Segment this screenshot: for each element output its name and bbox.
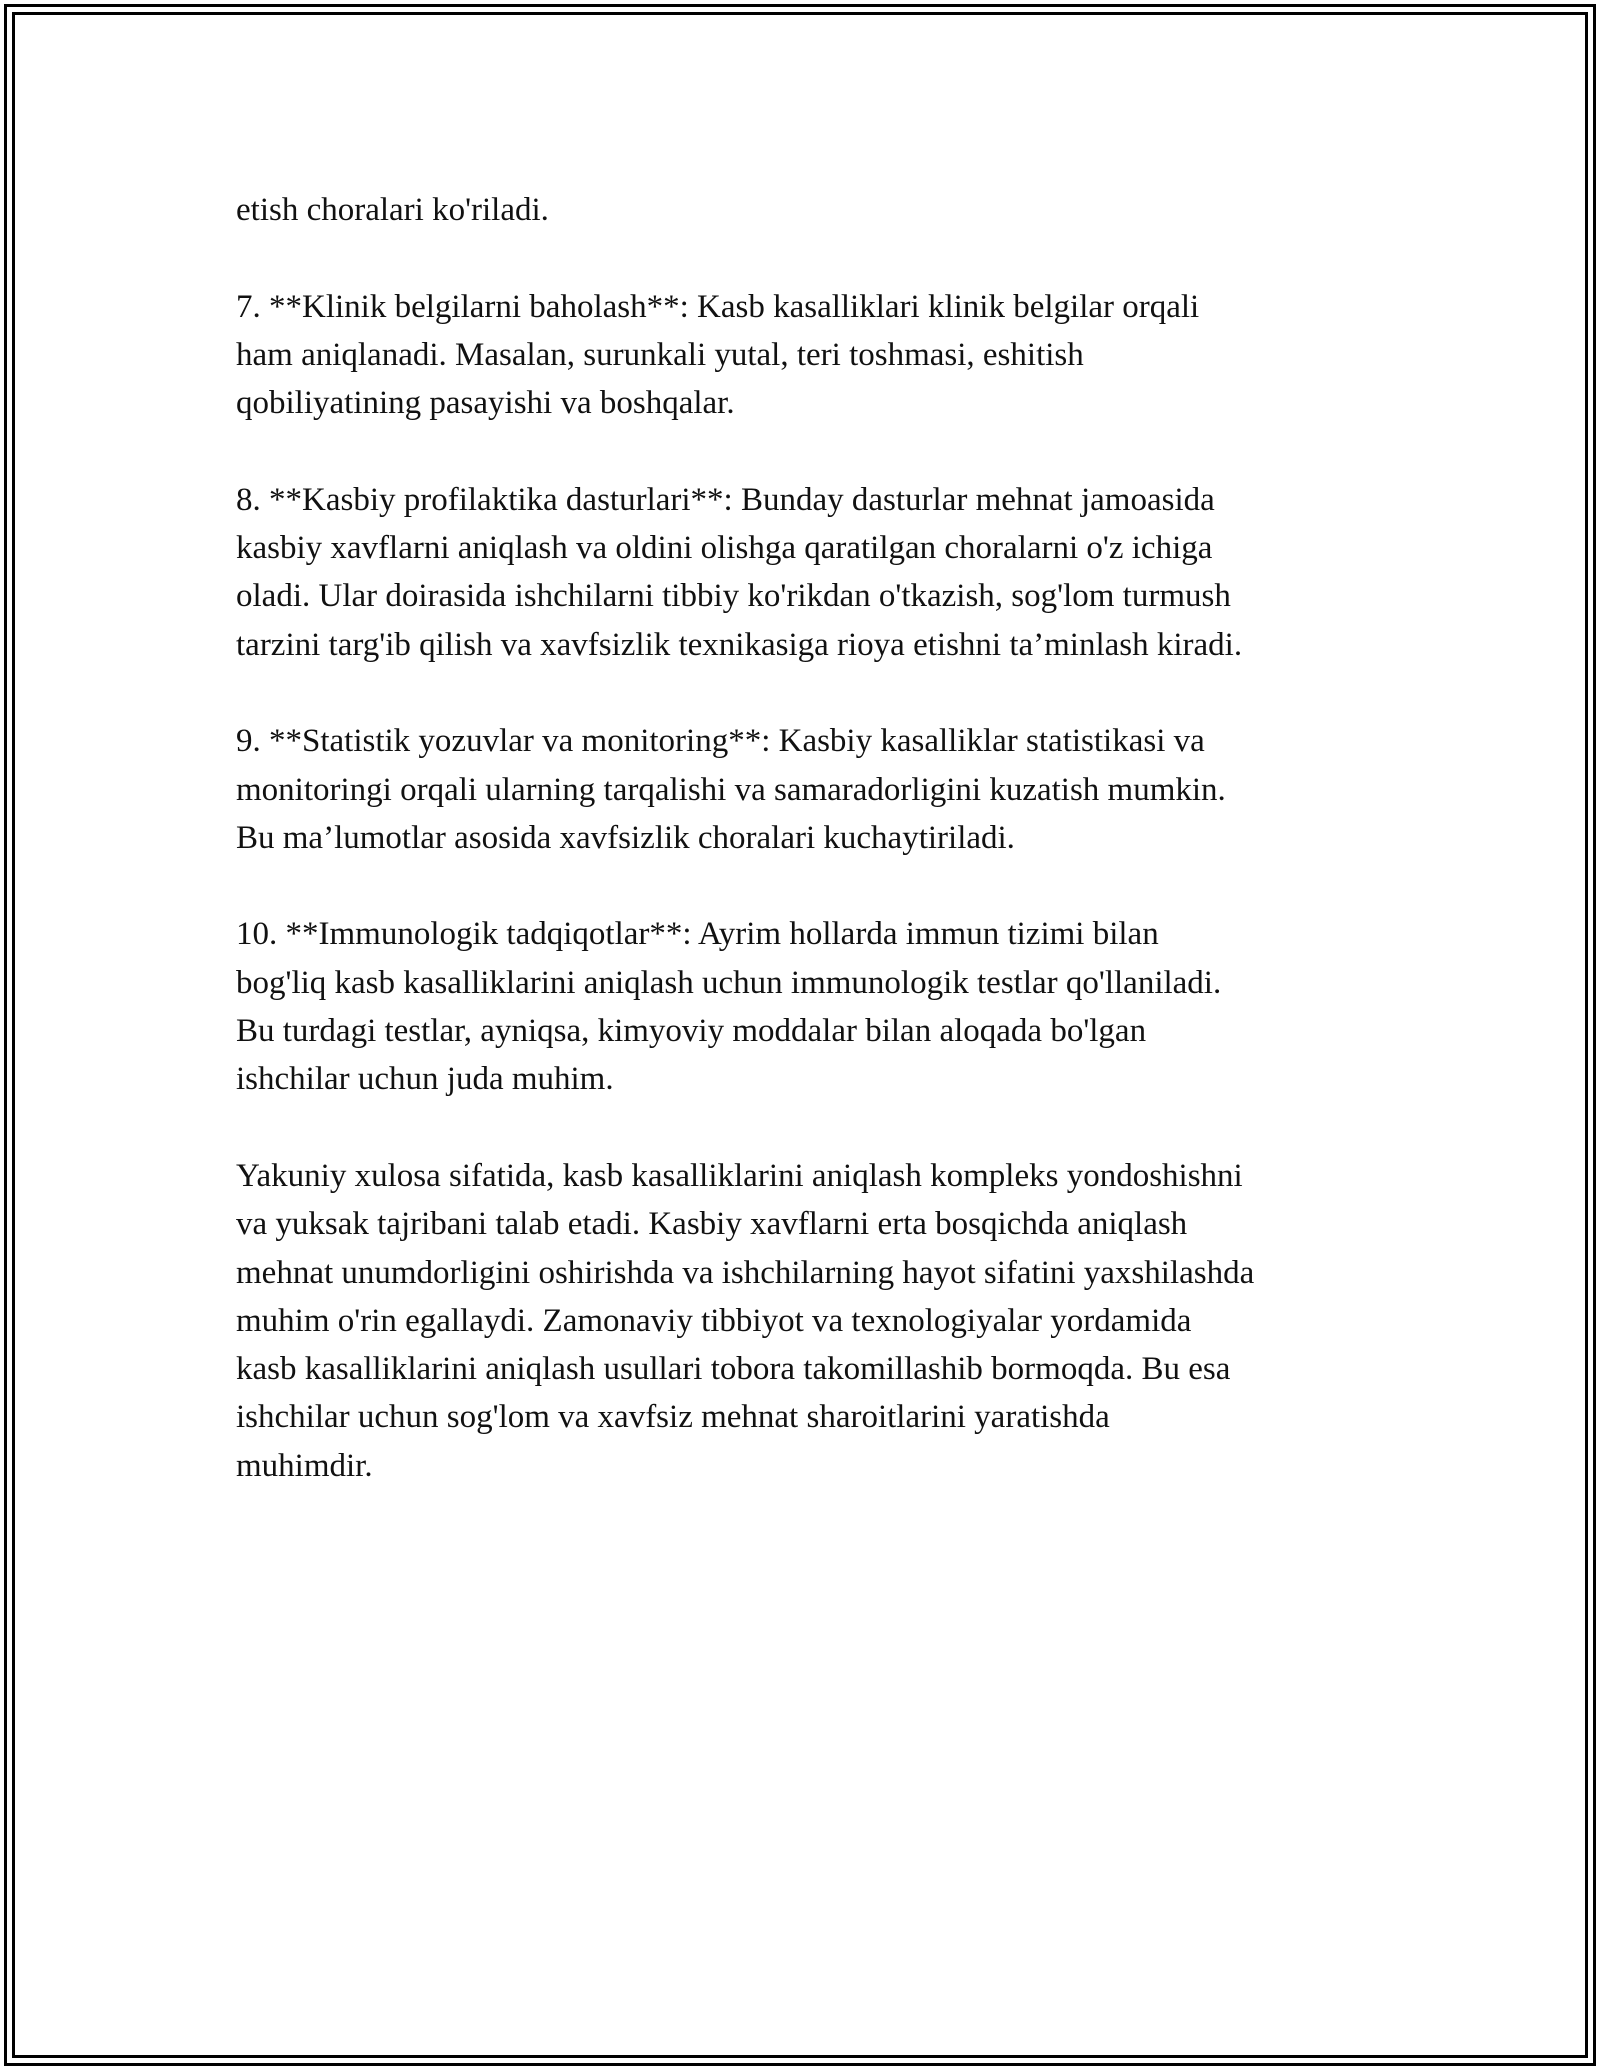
paragraph-item-8: 8. **Kasbiy profilaktika dasturlari**: Bunday dasturlar mehnat jamoasida kasbiy xavflarni aniqlash va oldini olishga qaratilgan choralarni o'z ichiga oladi. Ular doirasida ishchilarni tibbiy ko'rikdan o'tkazish, sog'lom turmush tarzini targ'ib qilish va xavfsizlik texnikasiga rioya etishni ta’minlash kiradi. — [236, 481, 1243, 663]
paragraph-conclusion: Yakuniy xulosa sifatida, kasb kasalliklarini aniqlash kompleks yondoshishni va yuksak tajribani talab etadi. Kasbiy xavflarni erta bosqichda aniqlash mehnat unumdorligini oshirishda va ishchilarning hayot sifatini yaxshilashda muhim o'rin egallaydi. Zamonaviy tibbiyot va texnologiyalar yordamida kasb kasalliklarini aniqlash usullari tobora takomillashib bormoqda. Bu esa ishchilar uchun sog'lom va xavfsiz mehnat sharoitlarini yaratishda muhimdir. — [236, 1157, 1255, 1484]
paragraph-item-9: 9. **Statistik yozuvlar va monitoring**: Kasbiy kasalliklar statistikasi va monitoringi orqali ularning tarqalishi va samaradorligini kuzatish mumkin. Bu ma’lumotlar asosida xavfsizlik choralari kuchaytiriladi. — [236, 723, 1226, 856]
document-body — [236, 186, 1386, 1538]
paragraph-continuation: etish choralari ko'riladi. — [236, 192, 549, 228]
paragraph-item-7: 7. **Klinik belgilarni baholash**: Kasb kasalliklari klinik belgilar orqali ham aniqlanadi. Masalan, surunkali yutal, teri toshmasi, eshitish qobiliyatining pasayishi va boshqalar. — [236, 288, 1200, 422]
paragraph-item-10: 10. **Immunologik tadqiqotlar**: Ayrim hollarda immun tizimi bilan bog'liq kasb kasalliklarini aniqlash uchun immunologik testlar qo'llaniladi. Bu turdagi testlar, ayniqsa, kimyoviy moddalar bilan aloqada bo'lgan ishchilar uchun juda muhim. — [236, 916, 1222, 1098]
